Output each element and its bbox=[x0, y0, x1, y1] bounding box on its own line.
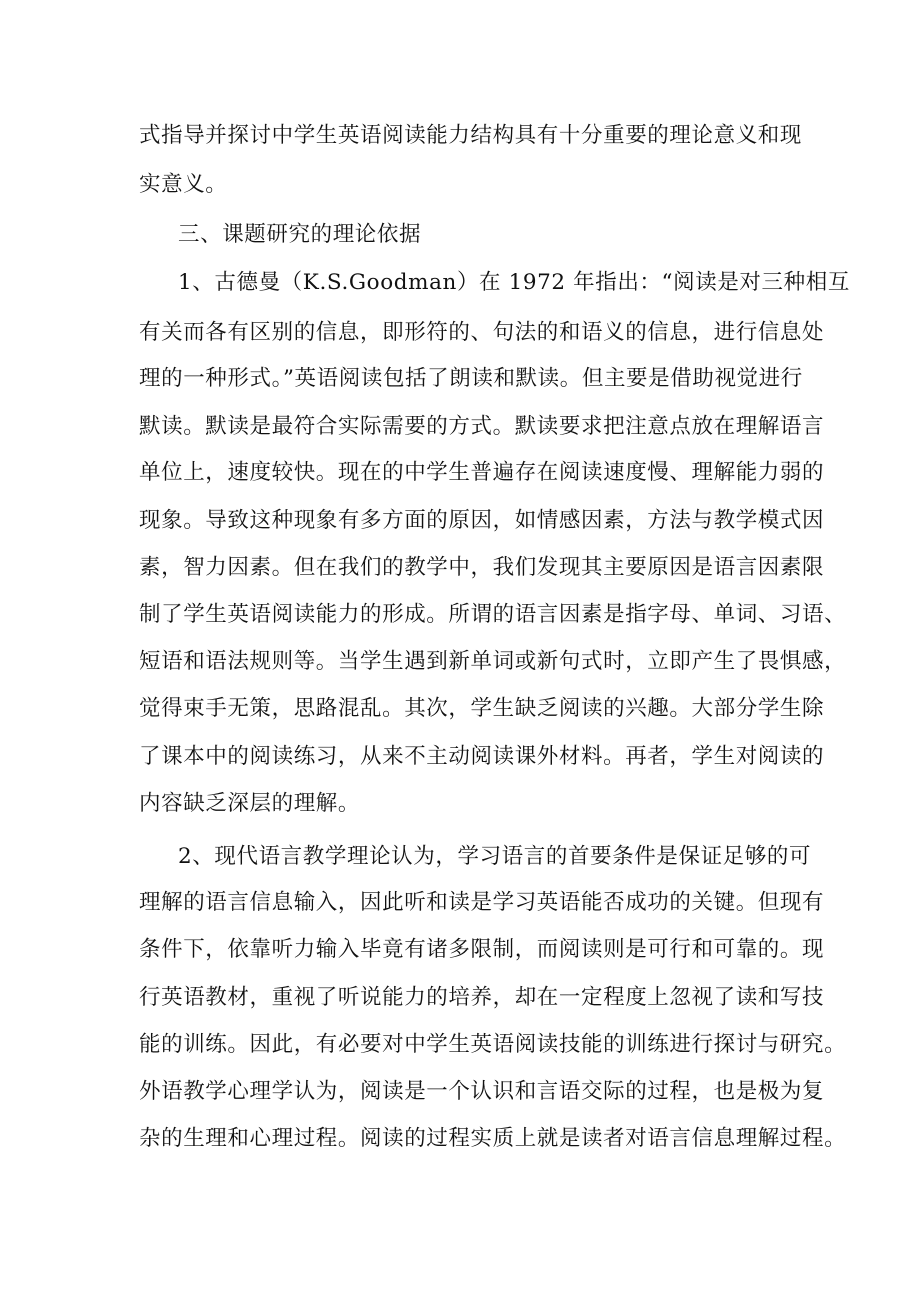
text-line: 行英语教材，重视了听说能力的培养，却在一定程度上忽视了读和写技 bbox=[139, 985, 825, 1010]
text-line: 实意义。 bbox=[139, 172, 228, 197]
text-line: 理解的语言信息输入，因此听和读是学习英语能否成功的关键。但现有 bbox=[139, 890, 825, 915]
text-line: 素，智力因素。但在我们的教学中，我们发现其主要原因是语言因素限 bbox=[139, 555, 825, 580]
text-line: 短语和语法规则等。当学生遇到新单词或新句式时，立即产生了畏惧感， bbox=[139, 649, 847, 674]
text-line: 现象。导致这种现象有多方面的原因，如情感因素，方法与教学模式因 bbox=[139, 508, 825, 533]
text-line: 能的训练。因此，有必要对中学生英语阅读技能的训练进行探讨与研究。 bbox=[139, 1032, 847, 1057]
text-line: 内容缺乏深层的理解。 bbox=[139, 791, 361, 816]
text-line: 1、古德曼（K.S.Goodman）在 1972 年指出：“阅读是对三种相互 bbox=[178, 270, 850, 295]
text-line: 理的一种形式。”英语阅读包括了朗读和默读。但主要是借助视觉进行 bbox=[139, 366, 803, 391]
text-line: 杂的生理和心理过程。阅读的过程实质上就是读者对语言信息理解过程。 bbox=[139, 1126, 847, 1151]
text-line: 有关而各有区别的信息，即形符的、句法的和语义的信息，进行信息处 bbox=[139, 320, 825, 345]
text-line: 觉得束手无策，思路混乱。其次，学生缺乏阅读的兴趣。大部分学生除 bbox=[139, 696, 825, 721]
text-line: 式指导并探讨中学生英语阅读能力结构具有十分重要的理论意义和现 bbox=[139, 123, 803, 148]
text-line: 了课本中的阅读练习，从来不主动阅读课外材料。再者，学生对阅读的 bbox=[139, 744, 825, 769]
text-line: 条件下，依靠听力输入毕竟有诸多限制，而阅读则是可行和可靠的。现 bbox=[139, 937, 825, 962]
text-line: 单位上，速度较快。现在的中学生普遍存在阅读速度慢、理解能力弱的 bbox=[139, 460, 825, 485]
section-heading: 三、课题研究的理论依据 bbox=[178, 222, 422, 247]
text-line: 2、现代语言教学理论认为，学习语言的首要条件是保证足够的可 bbox=[178, 844, 812, 869]
text-line: 制了学生英语阅读能力的形成。所谓的语言因素是指字母、单词、习语、 bbox=[139, 602, 847, 627]
text-line: 默读。默读是最符合实际需要的方式。默读要求把注意点放在理解语言 bbox=[139, 414, 825, 439]
text-line: 外语教学心理学认为，阅读是一个认识和言语交际的过程，也是极为复 bbox=[139, 1079, 825, 1104]
